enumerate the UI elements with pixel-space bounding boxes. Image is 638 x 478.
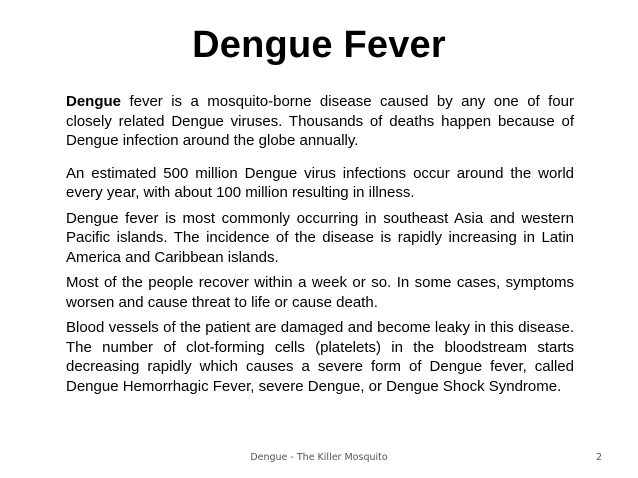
intro-lead-word: Dengue [66,93,122,110]
intro-text: fever is a mosquito-borne disease caused by any one of four closely related Dengue viruses. Thousands of deaths happen because of Dengue infection around the globe annually. [66,93,574,149]
slide-body [66,92,574,396]
paragraph-estimate: An estimated 500 million Dengue virus infections occur around the world every year, with about 100 million resulting in illness. [66,164,574,201]
paragraph-severe: Blood vessels of the patient are damaged and become leaky in this disease. The number of clot-forming cells (platelets) in the bloodstream starts decreasing rapidly which causes a severe form of Dengue fever, called Dengue Hemorrhagic Fever, severe Dengue, or Dengue Shock Syndrome. [66,319,574,395]
paragraph-intro [66,92,574,151]
paragraph-recovery: Most of the people recover within a week or so. In some cases, symptoms worsen and cause threat to life or cause death. [66,274,574,311]
page-number: 2 [595,452,602,463]
paragraph-regions: Dengue fever is most commonly occurring in southeast Asia and western Pacific islands. The incidence of the disease is rapidly increasing in Latin America and Caribbean islands. [66,209,574,266]
slide-footer: Dengue - The Killer Mosquito [250,452,388,463]
slide-title: Dengue Fever [192,24,446,66]
